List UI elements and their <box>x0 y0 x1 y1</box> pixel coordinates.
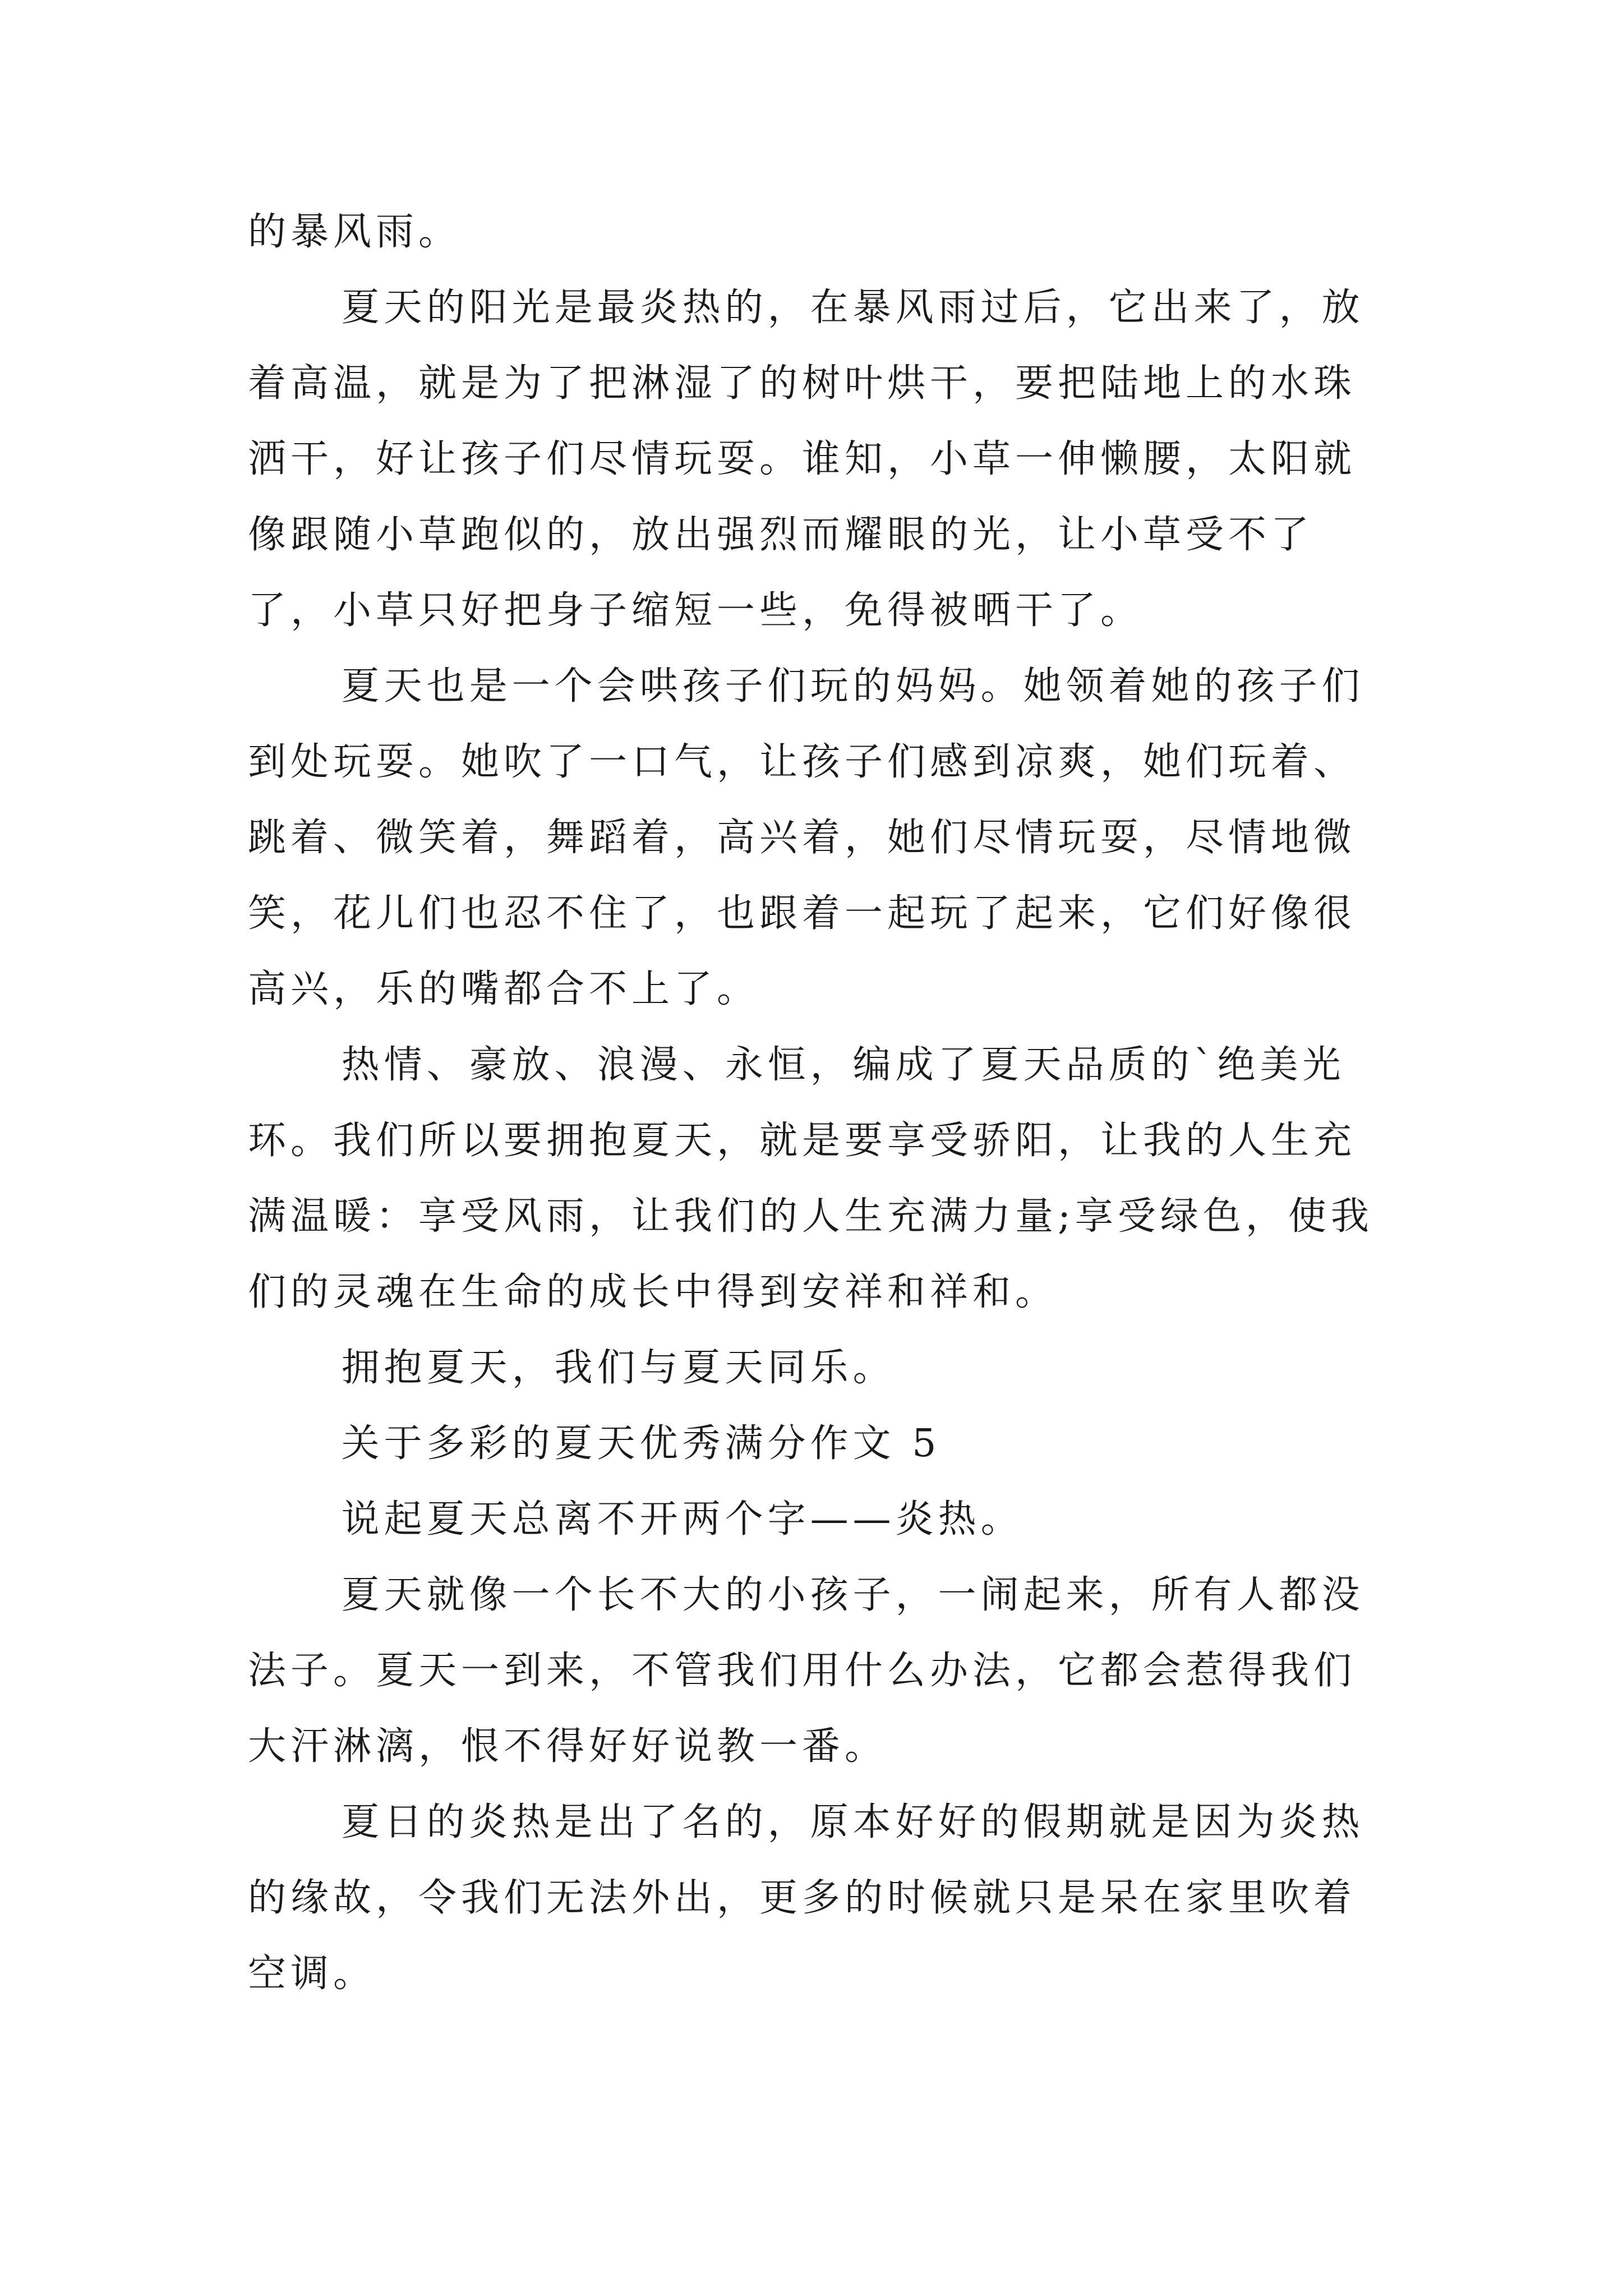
document-body <box>248 194 1386 2012</box>
section-heading: 关于多彩的夏天优秀满分作文 5 <box>341 1421 941 1466</box>
paragraph-5: 拥抱夏天，我们与夏天同乐。 <box>341 1346 896 1390</box>
paragraph-4: 热情、豪放、浪漫、永恒，编成了夏天品质的`绝美光环。我们所以要拥抱夏天，就是要享受骄阳，让我的人生充满温暖：享受风雨，让我们的人生充满力量;享受绿色，使我们的灵魂在生命的成长中得到安祥和祥和。 <box>248 1043 1373 1314</box>
paragraph-7: 说起夏天总离不开两个字——炎热。 <box>341 1497 1023 1542</box>
paragraph-8: 夏天就像一个长不大的小孩子，一闹起来，所有人都没法子。夏天一到来，不管我们用什么办法，它都会惹得我们大汗淋漓，恨不得好好说教一番。 <box>248 1573 1364 1769</box>
paragraph-1: 的暴风雨。 <box>248 210 462 254</box>
paragraph-9: 夏日的炎热是出了名的，原本好好的假期就是因为炎热的缘故，令我们无法外出，更多的时候就只是呆在家里吹着空调。 <box>248 1800 1364 1996</box>
paragraph-3: 夏天也是一个会哄孩子们玩的妈妈。她领着她的孩子们到处玩耍。她吹了一口气，让孩子们感到凉爽，她们玩着、跳着、微笑着，舞蹈着，高兴着，她们尽情玩耍，尽情地微笑，花儿们也忍不住了，也跟着一起玩了起来，它们好像很高兴，乐的嘴都合不上了。 <box>248 664 1364 1011</box>
paragraph-2: 夏天的阳光是最炎热的，在暴风雨过后，它出来了，放着高温，就是为了把淋湿了的树叶烘干，要把陆地上的水珠洒干，好让孩子们尽情玩耍。谁知，小草一伸懒腰，太阳就像跟随小草跑似的，放出强烈而耀眼的光，让小草受不了了，小草只好把身子缩短一些，免得被晒干了。 <box>248 286 1364 633</box>
